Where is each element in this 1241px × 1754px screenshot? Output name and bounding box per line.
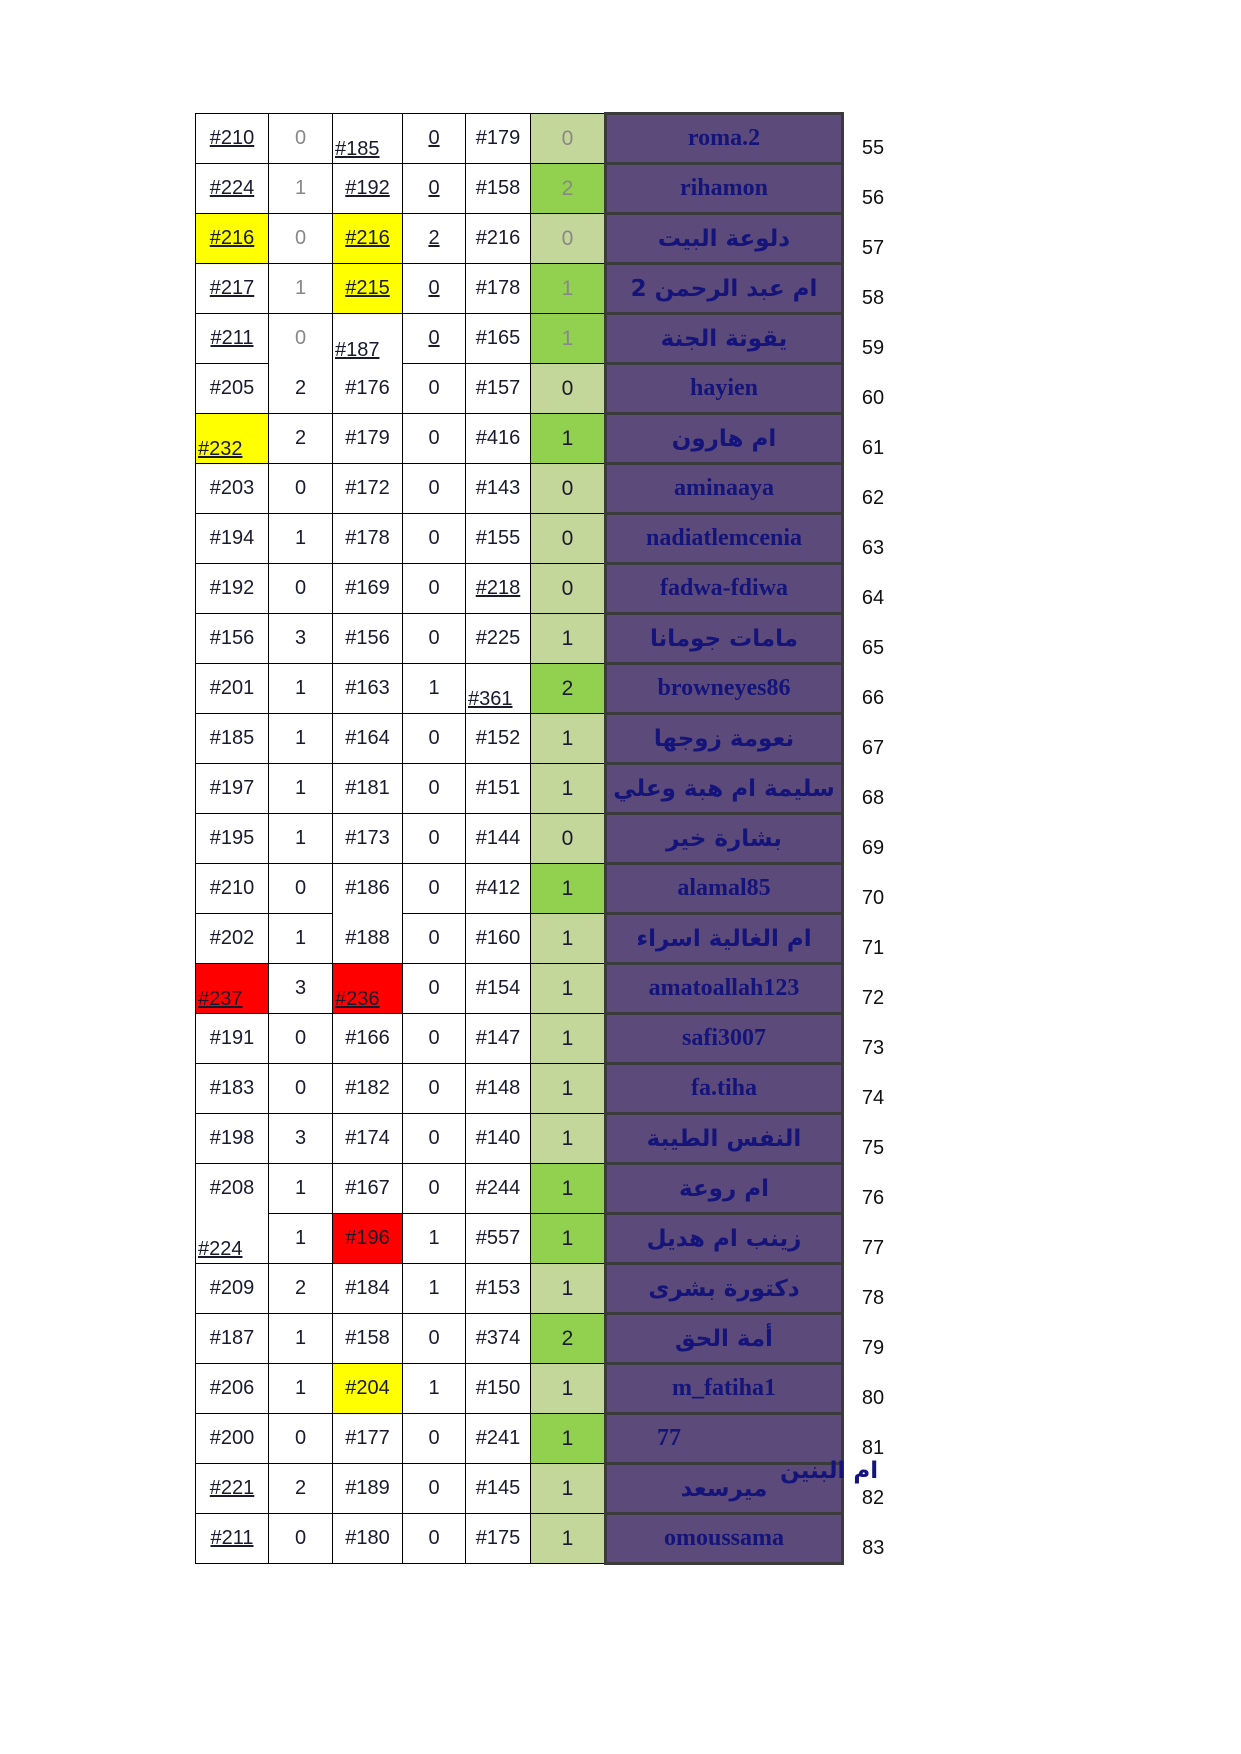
count-a-cell: 2 bbox=[269, 1464, 333, 1514]
table-row bbox=[196, 964, 903, 1014]
ref-a-cell: #200 bbox=[196, 1414, 269, 1464]
ref-a-cell[interactable]: #211 bbox=[196, 1514, 269, 1564]
ref-c-cell: #225 bbox=[466, 614, 531, 664]
score-cell: 1 bbox=[531, 614, 606, 664]
score-cell: 0 bbox=[531, 214, 606, 264]
row-number: 67 bbox=[861, 736, 885, 759]
score-cell: 1 bbox=[531, 1014, 606, 1064]
count-b-cell: 1 bbox=[403, 1364, 466, 1414]
member-name-cell: 77 bbox=[606, 1414, 843, 1464]
count-b-cell[interactable]: 0 bbox=[403, 264, 466, 314]
ranking-table bbox=[195, 112, 903, 1565]
ref-a-cell: #191 bbox=[196, 1014, 269, 1064]
ref-c-cell[interactable]: #361 bbox=[466, 664, 531, 714]
score-cell: 2 bbox=[531, 664, 606, 714]
ref-a-cell: #202 bbox=[196, 914, 269, 964]
row-number: 57 bbox=[861, 236, 885, 259]
ref-c-cell: #244 bbox=[466, 1164, 531, 1214]
count-a-cell: 3 bbox=[269, 614, 333, 664]
ref-b-cell: #173 bbox=[333, 814, 403, 864]
ref-c-cell: #155 bbox=[466, 514, 531, 564]
member-name-cell: omoussama bbox=[606, 1514, 843, 1564]
score-cell: 1 bbox=[531, 1264, 606, 1314]
member-name-cell: rihamon bbox=[606, 164, 843, 214]
ref-c-cell: #157 bbox=[466, 364, 531, 414]
row-number: 78 bbox=[861, 1286, 885, 1309]
ref-a-cell: #205 bbox=[196, 364, 269, 414]
ref-a-cell[interactable]: #210 bbox=[196, 114, 269, 164]
score-cell: 1 bbox=[531, 714, 606, 764]
row-number: 74 bbox=[861, 1086, 885, 1109]
member-name-cell: alamal85 bbox=[606, 864, 843, 914]
row-number: 80 bbox=[861, 1386, 885, 1409]
member-name-cell: fadwa-fdiwa bbox=[606, 564, 843, 614]
count-a-cell: 1 bbox=[269, 914, 333, 964]
count-a-cell: 1 bbox=[269, 1164, 333, 1214]
row-number: 76 bbox=[861, 1186, 885, 1209]
table-row bbox=[196, 714, 903, 764]
row-number: 77 bbox=[861, 1236, 885, 1259]
count-a-cell: 1 bbox=[269, 714, 333, 764]
count-b-cell: 0 bbox=[403, 414, 466, 464]
count-a-cell: 0 bbox=[269, 1064, 333, 1114]
ref-a-cell[interactable]: #224 bbox=[196, 1214, 269, 1264]
ref-b-cell: #204 bbox=[333, 1364, 403, 1414]
ref-a-cell: #156 bbox=[196, 614, 269, 664]
count-a-cell: 0 bbox=[269, 1014, 333, 1064]
table-row bbox=[196, 664, 903, 714]
count-b-cell: 0 bbox=[403, 1464, 466, 1514]
count-a-cell: 3 bbox=[269, 1114, 333, 1164]
ref-b-cell: #182 bbox=[333, 1064, 403, 1114]
count-a-cell: 1 bbox=[269, 1314, 333, 1364]
table-row bbox=[196, 114, 903, 164]
count-b-cell: 0 bbox=[403, 764, 466, 814]
count-a-cell: 1 bbox=[269, 814, 333, 864]
count-a-cell: 0 bbox=[269, 1514, 333, 1564]
count-b-cell: 0 bbox=[403, 1064, 466, 1114]
ref-b-cell[interactable]: #187 bbox=[333, 314, 403, 364]
table-row bbox=[196, 1014, 903, 1064]
ref-c-cell: #175 bbox=[466, 1514, 531, 1564]
member-name-cell: roma.2 bbox=[606, 114, 843, 164]
member-name-cell: m_fatiha1 bbox=[606, 1364, 843, 1414]
table-row bbox=[196, 1264, 903, 1314]
ref-a-cell[interactable]: #232 bbox=[196, 414, 269, 464]
ref-c-cell: #412 bbox=[466, 864, 531, 914]
ref-a-cell: #187 bbox=[196, 1314, 269, 1364]
member-name-cell: دكتورة بشرى bbox=[606, 1264, 843, 1314]
ref-c-cell: #151 bbox=[466, 764, 531, 814]
count-a-cell: 1 bbox=[269, 1364, 333, 1414]
score-cell: 0 bbox=[531, 564, 606, 614]
ref-c-cell: #374 bbox=[466, 1314, 531, 1364]
count-b-cell: 0 bbox=[403, 564, 466, 614]
count-a-cell: 1 bbox=[269, 264, 333, 314]
ref-c-cell: #241 bbox=[466, 1414, 531, 1464]
table-row bbox=[196, 364, 903, 414]
count-a-cell: 1 bbox=[269, 1214, 333, 1264]
row-number: 58 bbox=[861, 286, 885, 309]
count-b-cell: 0 bbox=[403, 1514, 466, 1564]
ref-a-cell[interactable]: #237 bbox=[196, 964, 269, 1014]
member-name-cell: نعومة زوجها bbox=[606, 714, 843, 764]
table-row bbox=[196, 314, 903, 364]
row-number: 70 bbox=[861, 886, 885, 909]
table-row bbox=[196, 1064, 903, 1114]
ref-b-cell: #174 bbox=[333, 1114, 403, 1164]
ref-c-cell: #557 bbox=[466, 1214, 531, 1264]
ref-a-cell: #185 bbox=[196, 714, 269, 764]
ref-b-cell: #180 bbox=[333, 1514, 403, 1564]
ref-c-cell: #140 bbox=[466, 1114, 531, 1164]
member-name-cell: زينب ام هديل bbox=[606, 1214, 843, 1264]
score-cell: 1 bbox=[531, 1164, 606, 1214]
count-a-cell: 0 bbox=[269, 864, 333, 914]
row-number: 71 bbox=[861, 936, 885, 959]
ref-c-cell: #158 bbox=[466, 164, 531, 214]
ref-b-cell[interactable]: #236 bbox=[333, 964, 403, 1014]
count-a-cell: 0 bbox=[269, 564, 333, 614]
ref-a-cell: #195 bbox=[196, 814, 269, 864]
score-cell: 1 bbox=[531, 1414, 606, 1464]
row-number: 73 bbox=[861, 1036, 885, 1059]
table-row bbox=[196, 514, 903, 564]
count-a-cell: 0 bbox=[269, 1414, 333, 1464]
table-row bbox=[196, 464, 903, 514]
ref-c-cell: #160 bbox=[466, 914, 531, 964]
ref-b-cell: #181 bbox=[333, 764, 403, 814]
table-row bbox=[196, 1214, 903, 1264]
ref-b-cell: #166 bbox=[333, 1014, 403, 1064]
count-b-cell: 0 bbox=[403, 514, 466, 564]
count-a-cell: 0 bbox=[269, 464, 333, 514]
member-name-cell: nadiatlemcenia bbox=[606, 514, 843, 564]
score-cell: 1 bbox=[531, 914, 606, 964]
row-number: 81 bbox=[861, 1436, 885, 1459]
ref-a-cell[interactable]: #217 bbox=[196, 264, 269, 314]
table-row bbox=[196, 214, 903, 264]
ref-a-cell: #194 bbox=[196, 514, 269, 564]
row-number: 59 bbox=[861, 336, 885, 359]
ref-c-cell: #154 bbox=[466, 964, 531, 1014]
score-cell: 1 bbox=[531, 1514, 606, 1564]
ref-b-cell: #184 bbox=[333, 1264, 403, 1314]
count-b-cell[interactable]: 2 bbox=[403, 214, 466, 264]
row-number: 83 bbox=[862, 1536, 885, 1559]
member-name-cell: aminaaya bbox=[606, 464, 843, 514]
score-cell: 0 bbox=[531, 464, 606, 514]
ref-b-cell: #196 bbox=[333, 1214, 403, 1264]
score-cell: 1 bbox=[531, 1464, 606, 1514]
count-a-cell: 0 bbox=[269, 114, 333, 164]
row-number: 72 bbox=[861, 986, 885, 1009]
count-a-cell: 2 bbox=[269, 414, 333, 464]
count-b-cell[interactable]: 0 bbox=[403, 114, 466, 164]
ref-c-cell: #145 bbox=[466, 1464, 531, 1514]
member-name-cell: ام هارون bbox=[606, 414, 843, 464]
ref-a-cell: #192 bbox=[196, 564, 269, 614]
ref-b-cell: #179 bbox=[333, 414, 403, 464]
ref-a-cell: #201 bbox=[196, 664, 269, 714]
score-cell: 0 bbox=[531, 814, 606, 864]
row-number: 63 bbox=[861, 536, 885, 559]
ref-a-cell: #206 bbox=[196, 1364, 269, 1414]
score-cell: 0 bbox=[531, 114, 606, 164]
ref-a-cell: #197 bbox=[196, 764, 269, 814]
count-b-cell: 1 bbox=[403, 664, 466, 714]
row-number: 61 bbox=[861, 436, 885, 459]
count-b-cell: 0 bbox=[403, 814, 466, 864]
score-cell: 1 bbox=[531, 314, 606, 364]
row-number: 66 bbox=[861, 686, 885, 709]
row-number: 64 bbox=[861, 586, 885, 609]
ref-b-cell: #186 bbox=[333, 864, 403, 914]
ref-b-cell: #156 bbox=[333, 614, 403, 664]
score-cell: 2 bbox=[531, 1314, 606, 1364]
table-row bbox=[196, 1414, 903, 1464]
count-a-cell: 1 bbox=[269, 664, 333, 714]
ref-c-cell: #179 bbox=[466, 114, 531, 164]
count-b-cell: 0 bbox=[403, 614, 466, 664]
score-cell: 1 bbox=[531, 1364, 606, 1414]
ref-b-cell: #169 bbox=[333, 564, 403, 614]
count-b-cell: 0 bbox=[403, 1414, 466, 1464]
ref-c-cell: #147 bbox=[466, 1014, 531, 1064]
table-row bbox=[196, 614, 903, 664]
row-number: 79 bbox=[861, 1336, 885, 1359]
count-b-cell: 1 bbox=[403, 1264, 466, 1314]
count-b-cell: 0 bbox=[403, 464, 466, 514]
ref-c-cell: #153 bbox=[466, 1264, 531, 1314]
row-number: 75 bbox=[861, 1136, 885, 1159]
member-name-cell: مامات جومانا bbox=[606, 614, 843, 664]
score-cell: 1 bbox=[531, 1214, 606, 1264]
ref-c-cell: #143 bbox=[466, 464, 531, 514]
row-number: 69 bbox=[861, 836, 885, 859]
table-row bbox=[196, 1114, 903, 1164]
score-cell: 1 bbox=[531, 1114, 606, 1164]
ref-b-cell: #178 bbox=[333, 514, 403, 564]
overflow-name-label: ام البنين bbox=[780, 1458, 879, 1484]
count-b-cell[interactable]: 0 bbox=[403, 164, 466, 214]
ref-b-cell: #158 bbox=[333, 1314, 403, 1364]
ref-c-cell: #165 bbox=[466, 314, 531, 364]
count-a-cell: 1 bbox=[269, 514, 333, 564]
count-a-cell: 0 bbox=[269, 314, 333, 364]
score-cell: 0 bbox=[531, 514, 606, 564]
score-cell: 1 bbox=[531, 1064, 606, 1114]
count-b-cell: 0 bbox=[403, 1014, 466, 1064]
table-row bbox=[196, 1364, 903, 1414]
member-name-cell: ام روعة bbox=[606, 1164, 843, 1214]
ref-a-cell[interactable]: #211 bbox=[196, 314, 269, 364]
row-number: 62 bbox=[861, 486, 885, 509]
member-name-cell: amatoallah123 bbox=[606, 964, 843, 1014]
member-name-cell: يقوتة الجنة bbox=[606, 314, 843, 364]
ref-b-cell: #176 bbox=[333, 364, 403, 414]
ref-c-cell: #178 bbox=[466, 264, 531, 314]
member-name-cell: hayien bbox=[606, 364, 843, 414]
ref-a-cell: #183 bbox=[196, 1064, 269, 1114]
count-b-cell: 0 bbox=[403, 714, 466, 764]
member-name-cell: safi3007 bbox=[606, 1014, 843, 1064]
row-number: 55 bbox=[861, 136, 885, 159]
ref-a-cell: #203 bbox=[196, 464, 269, 514]
row-number: 65 bbox=[861, 636, 885, 659]
ref-a-cell: #210 bbox=[196, 864, 269, 914]
ref-b-cell[interactable]: #185 bbox=[333, 114, 403, 164]
table-row bbox=[196, 1164, 903, 1214]
table-row bbox=[196, 164, 903, 214]
row-number: 68 bbox=[861, 786, 885, 809]
score-cell: 1 bbox=[531, 964, 606, 1014]
ref-a-cell: #198 bbox=[196, 1114, 269, 1164]
table-row bbox=[196, 864, 903, 914]
ref-a-cell[interactable]: #216 bbox=[196, 214, 269, 264]
count-b-cell: 0 bbox=[403, 1314, 466, 1364]
count-a-cell: 1 bbox=[269, 164, 333, 214]
ref-a-cell: #209 bbox=[196, 1264, 269, 1314]
score-cell: 1 bbox=[531, 764, 606, 814]
member-name-cell: fa.tiha bbox=[606, 1064, 843, 1114]
count-b-cell: 0 bbox=[403, 964, 466, 1014]
row-number: 82 bbox=[861, 1486, 885, 1509]
member-name-cell: browneyes86 bbox=[606, 664, 843, 714]
ref-b-cell[interactable]: #215 bbox=[333, 264, 403, 314]
ref-c-cell: #152 bbox=[466, 714, 531, 764]
member-name-cell: ميرسعد bbox=[606, 1464, 843, 1514]
ref-c-cell: #216 bbox=[466, 214, 531, 264]
score-cell: 1 bbox=[531, 864, 606, 914]
ref-b-cell: #177 bbox=[333, 1414, 403, 1464]
row-number: 56 bbox=[861, 186, 885, 209]
ref-b-cell[interactable]: #192 bbox=[333, 164, 403, 214]
score-cell: 1 bbox=[531, 264, 606, 314]
count-a-cell: 2 bbox=[269, 364, 333, 414]
member-name-cell: أمة الحق bbox=[606, 1314, 843, 1364]
count-b-cell: 0 bbox=[403, 914, 466, 964]
ref-c-cell: #416 bbox=[466, 414, 531, 464]
count-b-cell: 0 bbox=[403, 364, 466, 414]
ref-b-cell: #167 bbox=[333, 1164, 403, 1214]
count-a-cell: 2 bbox=[269, 1264, 333, 1314]
ref-b-cell: #189 bbox=[333, 1464, 403, 1514]
ref-c-cell: #144 bbox=[466, 814, 531, 864]
ref-a-cell[interactable]: #224 bbox=[196, 164, 269, 214]
table-row bbox=[196, 914, 903, 964]
member-name-cell: ام عبد الرحمن 2 bbox=[606, 264, 843, 314]
ref-b-cell: #163 bbox=[333, 664, 403, 714]
member-name-cell: النفس الطيبة bbox=[606, 1114, 843, 1164]
count-a-cell: 0 bbox=[269, 214, 333, 264]
count-b-cell[interactable]: 0 bbox=[403, 314, 466, 364]
table-row bbox=[196, 564, 903, 614]
score-cell: 2 bbox=[531, 164, 606, 214]
ref-b-cell: #188 bbox=[333, 914, 403, 964]
score-cell: 1 bbox=[531, 414, 606, 464]
table-row bbox=[196, 264, 903, 314]
count-a-cell: 3 bbox=[269, 964, 333, 1014]
count-b-cell: 1 bbox=[403, 1214, 466, 1264]
ref-c-cell: #148 bbox=[466, 1064, 531, 1114]
count-a-cell: 1 bbox=[269, 764, 333, 814]
count-b-cell: 0 bbox=[403, 1164, 466, 1214]
table-row bbox=[196, 1314, 903, 1364]
score-cell: 0 bbox=[531, 364, 606, 414]
ref-c-cell[interactable]: #218 bbox=[466, 564, 531, 614]
member-name-cell: سليمة ام هبة وعلي bbox=[606, 764, 843, 814]
row-number: 60 bbox=[861, 386, 885, 409]
table-row bbox=[196, 764, 903, 814]
ref-a-cell[interactable]: #221 bbox=[196, 1464, 269, 1514]
member-name-cell: دلوعة البيت bbox=[606, 214, 843, 264]
ref-c-cell: #150 bbox=[466, 1364, 531, 1414]
ref-b-cell[interactable]: #216 bbox=[333, 214, 403, 264]
member-name-cell: بشارة خير bbox=[606, 814, 843, 864]
table-row bbox=[196, 414, 903, 464]
table-row bbox=[196, 814, 903, 864]
ref-b-cell: #164 bbox=[333, 714, 403, 764]
ref-a-cell: #208 bbox=[196, 1164, 269, 1214]
ref-b-cell: #172 bbox=[333, 464, 403, 514]
count-b-cell: 0 bbox=[403, 864, 466, 914]
member-name-cell: ام الغالية اسراء bbox=[606, 914, 843, 964]
table-row bbox=[196, 1514, 903, 1564]
count-b-cell: 0 bbox=[403, 1114, 466, 1164]
